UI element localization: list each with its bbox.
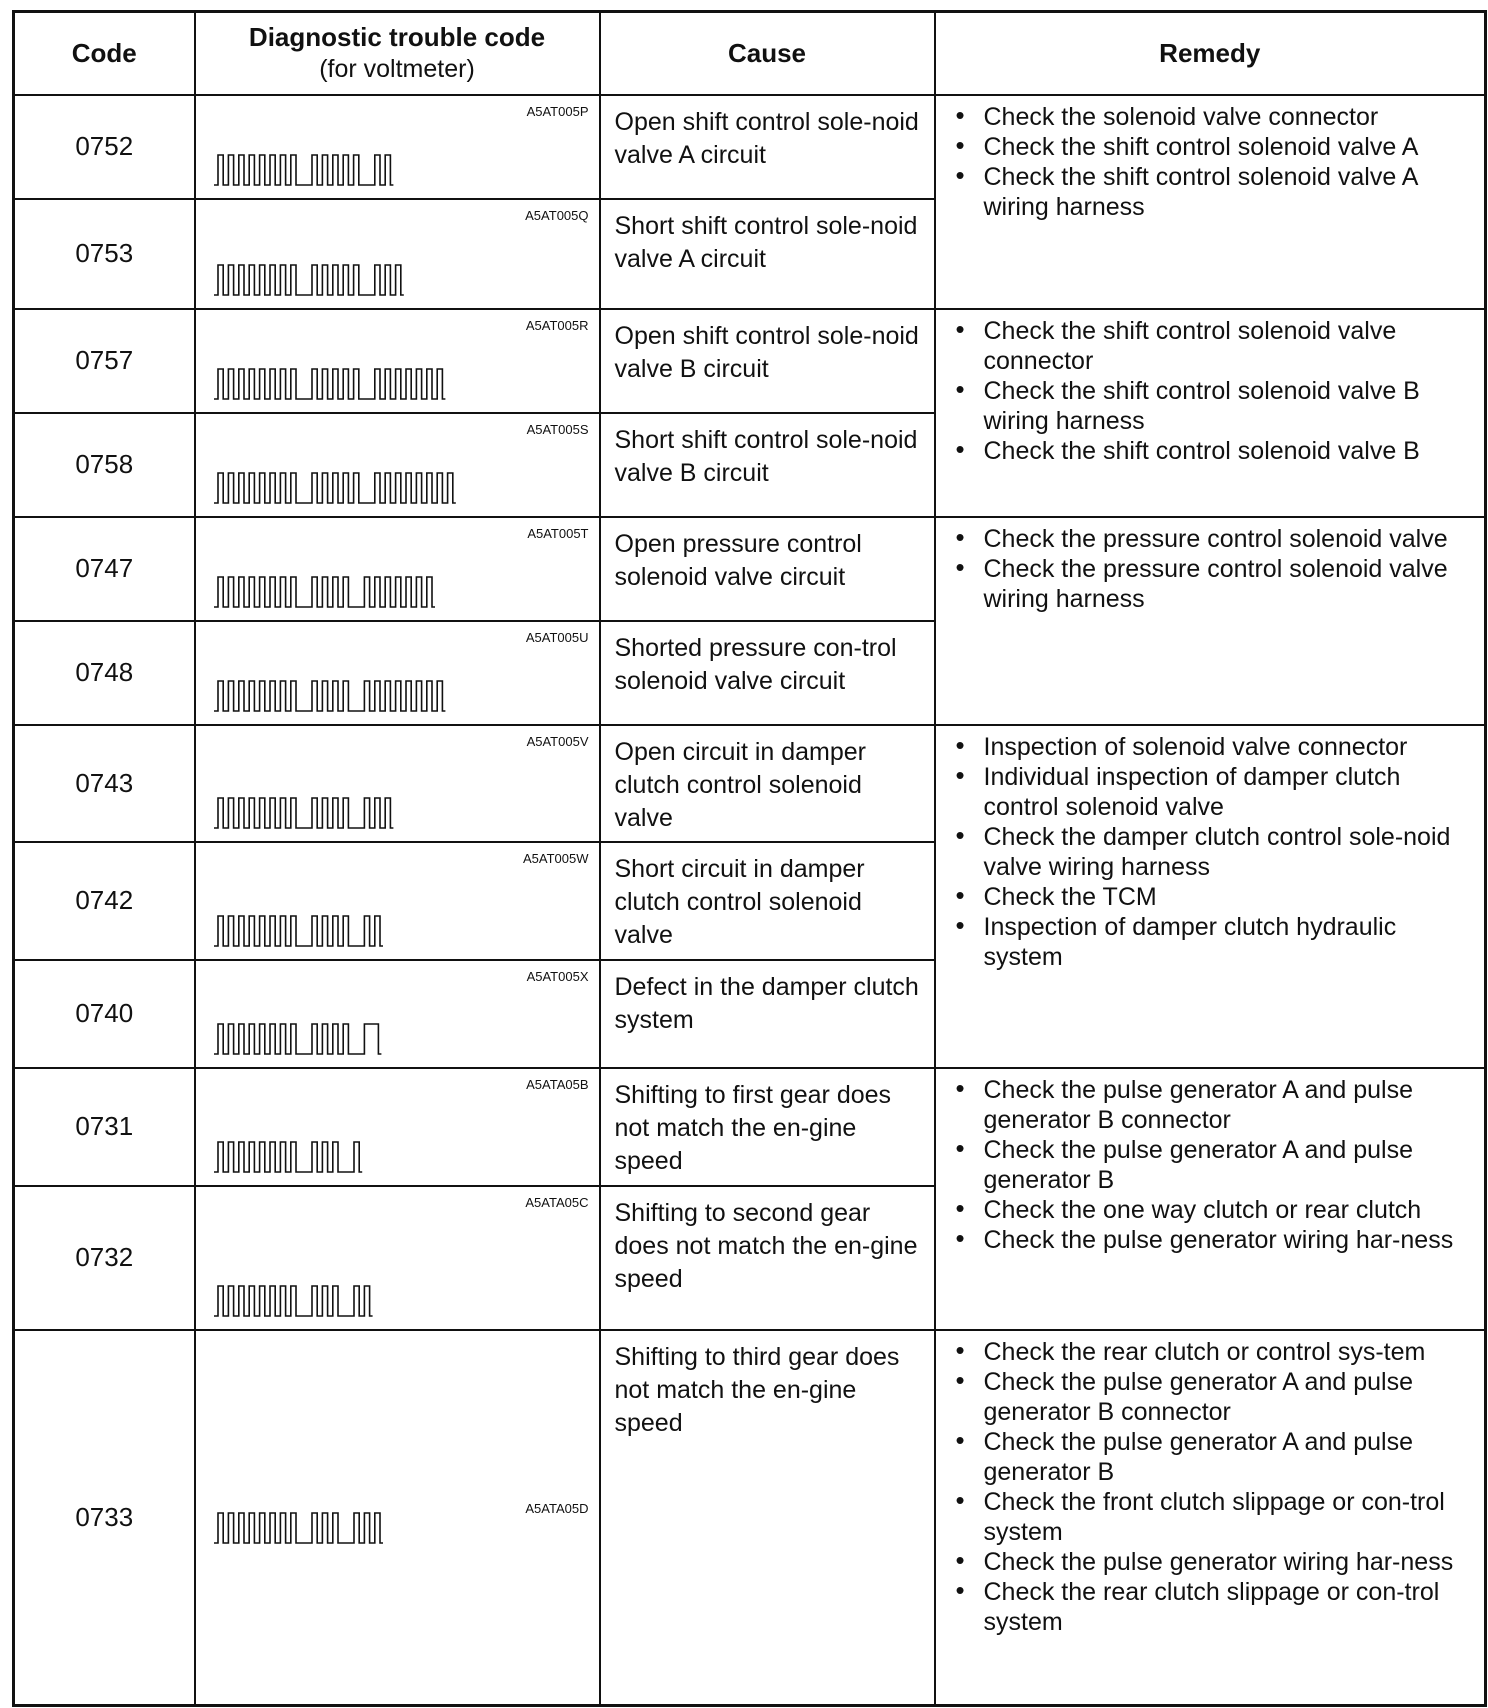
dtc-code: 0757 — [14, 309, 195, 413]
table-row — [14, 95, 1486, 199]
remedy-list — [944, 1337, 1477, 1637]
figure-ref: A5ATA05B — [526, 1076, 589, 1092]
pulse-train — [214, 916, 383, 946]
cause-text: Shifting to first gear does not match the en-gine speed — [600, 1068, 935, 1186]
pulse-train — [214, 1286, 373, 1316]
voltmeter-waveform — [214, 154, 395, 186]
pulse-train — [214, 473, 456, 503]
header-dtc — [195, 12, 600, 95]
cause-text: Open shift control sole-noid valve B circuit — [600, 309, 935, 413]
remedy-item: • Check the shift control solenoid valve A wiring harness — [944, 162, 1477, 222]
remedy-item: • Check the pulse generator A and pulse generator B — [944, 1135, 1477, 1195]
pulse-train — [214, 1142, 362, 1172]
table-row — [14, 725, 1486, 842]
voltmeter-waveform — [214, 915, 384, 947]
figure-ref: A5ATA05D — [525, 1500, 589, 1516]
remedy-list — [944, 524, 1477, 614]
dtc-code: 0733 — [14, 1330, 195, 1706]
remedy-item: • Check the rear clutch slippage or con-trol system — [944, 1577, 1477, 1637]
remedy-item: • Check the shift control solenoid valve connector — [944, 316, 1477, 376]
voltmeter-waveform — [214, 472, 457, 504]
cause-text: Open shift control sole-noid valve A circuit — [600, 95, 935, 199]
remedy-item: • Check the pulse generator A and pulse generator B connector — [944, 1367, 1477, 1427]
voltmeter-waveform — [214, 1512, 384, 1544]
remedy-item: • Check the damper clutch control sole-noid valve wiring harness — [944, 822, 1477, 882]
figure-ref: A5AT005V — [526, 733, 589, 749]
remedy-cell — [935, 1068, 1486, 1330]
pulse-train — [214, 1024, 381, 1054]
dtc-code: 0743 — [14, 725, 195, 842]
remedy-item: • Check the rear clutch or control sys-tem — [944, 1337, 1477, 1367]
signal-cell — [195, 517, 600, 621]
remedy-cell — [935, 309, 1486, 517]
table-row — [14, 517, 1486, 621]
remedy-item: • Check the front clutch slippage or con-trol system — [944, 1487, 1477, 1547]
figure-ref: A5AT005W — [522, 850, 589, 866]
dtc-code: 0731 — [14, 1068, 195, 1186]
remedy-cell — [935, 1330, 1486, 1706]
figure-ref: A5AT005S — [526, 421, 589, 437]
pulse-train — [214, 681, 445, 711]
figure-ref: A5AT005R — [525, 317, 589, 333]
remedy-list — [944, 316, 1477, 466]
voltmeter-waveform — [214, 368, 447, 400]
cause-text: Shorted pressure con-trol solenoid valve circuit — [600, 621, 935, 725]
figure-ref: A5AT005X — [526, 968, 589, 984]
remedy-item: • Check the pressure control solenoid valve wiring harness — [944, 554, 1477, 614]
voltmeter-waveform — [214, 680, 447, 712]
dtc-code: 0740 — [14, 960, 195, 1068]
signal-cell — [195, 95, 600, 199]
cause-text: Open circuit in damper clutch control solenoid valve — [600, 725, 935, 842]
remedy-item: • Check the TCM — [944, 882, 1477, 912]
signal-cell — [195, 621, 600, 725]
cause-text: Short circuit in damper clutch control solenoid valve — [600, 842, 935, 960]
signal-cell — [195, 1186, 600, 1330]
header-remedy: Remedy — [935, 12, 1486, 95]
remedy-item: • Check the pressure control solenoid valve — [944, 524, 1477, 554]
cause-text: Shifting to second gear does not match the en-gine speed — [600, 1186, 935, 1330]
pulse-train — [214, 265, 404, 295]
remedy-cell — [935, 725, 1486, 1068]
dtc-code: 0758 — [14, 413, 195, 517]
pulse-train — [214, 155, 393, 185]
cause-text: Defect in the damper clutch system — [600, 960, 935, 1068]
signal-cell — [195, 1068, 600, 1186]
remedy-item: • Check the pulse generator A and pulse generator B — [944, 1427, 1477, 1487]
remedy-item: • Individual inspection of damper clutch control solenoid valve — [944, 762, 1477, 822]
header-cause: Cause — [600, 12, 935, 95]
signal-cell — [195, 1330, 600, 1706]
header-dtc-subtitle: (for voltmeter) — [319, 54, 475, 83]
figure-ref: A5AT005U — [525, 629, 589, 645]
signal-cell — [195, 413, 600, 517]
remedy-list — [944, 1075, 1477, 1255]
signal-cell — [195, 199, 600, 309]
dtc-code: 0747 — [14, 517, 195, 621]
signal-cell — [195, 309, 600, 413]
remedy-item: • Check the shift control solenoid valve B wiring harness — [944, 376, 1477, 436]
dtc-table — [12, 10, 1487, 1707]
header-dtc-title: Diagnostic trouble code — [248, 22, 546, 53]
dtc-code: 0732 — [14, 1186, 195, 1330]
remedy-item: • Check the one way clutch or rear clutch — [944, 1195, 1477, 1225]
pulse-train — [214, 577, 435, 607]
remedy-item: • Check the shift control solenoid valve A — [944, 132, 1477, 162]
header-row — [14, 12, 1486, 95]
cause-text: Open pressure control solenoid valve circuit — [600, 517, 935, 621]
remedy-item: • Inspection of damper clutch hydraulic system — [944, 912, 1477, 972]
remedy-item: • Check the solenoid valve connector — [944, 102, 1477, 132]
table-row — [14, 309, 1486, 413]
pulse-train — [214, 369, 445, 399]
voltmeter-waveform — [214, 797, 395, 829]
table-row — [14, 1068, 1486, 1186]
pulse-train — [214, 1513, 383, 1543]
remedy-list — [944, 102, 1477, 222]
cause-text: Short shift control sole-noid valve A circuit — [600, 199, 935, 309]
voltmeter-waveform — [214, 576, 436, 608]
remedy-item: • Check the pulse generator A and pulse generator B connector — [944, 1075, 1477, 1135]
remedy-list — [944, 732, 1477, 972]
figure-ref: A5AT005T — [527, 525, 589, 541]
figure-ref: A5AT005Q — [525, 207, 589, 223]
remedy-item: • Check the pulse generator wiring har-ness — [944, 1547, 1477, 1577]
dtc-code: 0748 — [14, 621, 195, 725]
dtc-code: 0753 — [14, 199, 195, 309]
voltmeter-waveform — [214, 1141, 364, 1173]
table-row — [14, 1330, 1486, 1706]
pulse-train — [214, 798, 393, 828]
voltmeter-waveform — [214, 264, 405, 296]
figure-ref: A5ATA05C — [525, 1194, 589, 1210]
remedy-item: • Inspection of solenoid valve connector — [944, 732, 1477, 762]
voltmeter-waveform — [214, 1285, 374, 1317]
signal-cell — [195, 960, 600, 1068]
remedy-cell — [935, 95, 1486, 309]
figure-ref: A5AT005P — [526, 103, 589, 119]
remedy-cell — [935, 517, 1486, 725]
dtc-code: 0742 — [14, 842, 195, 960]
cause-text: Shifting to third gear does not match the en-gine speed — [600, 1330, 935, 1706]
dtc-code: 0752 — [14, 95, 195, 199]
cause-text: Short shift control sole-noid valve B circuit — [600, 413, 935, 517]
header-code: Code — [14, 12, 195, 95]
remedy-item: • Check the shift control solenoid valve B — [944, 436, 1477, 466]
voltmeter-waveform — [214, 1023, 383, 1055]
remedy-item: • Check the pulse generator wiring har-ness — [944, 1225, 1477, 1255]
signal-cell — [195, 842, 600, 960]
signal-cell — [195, 725, 600, 842]
